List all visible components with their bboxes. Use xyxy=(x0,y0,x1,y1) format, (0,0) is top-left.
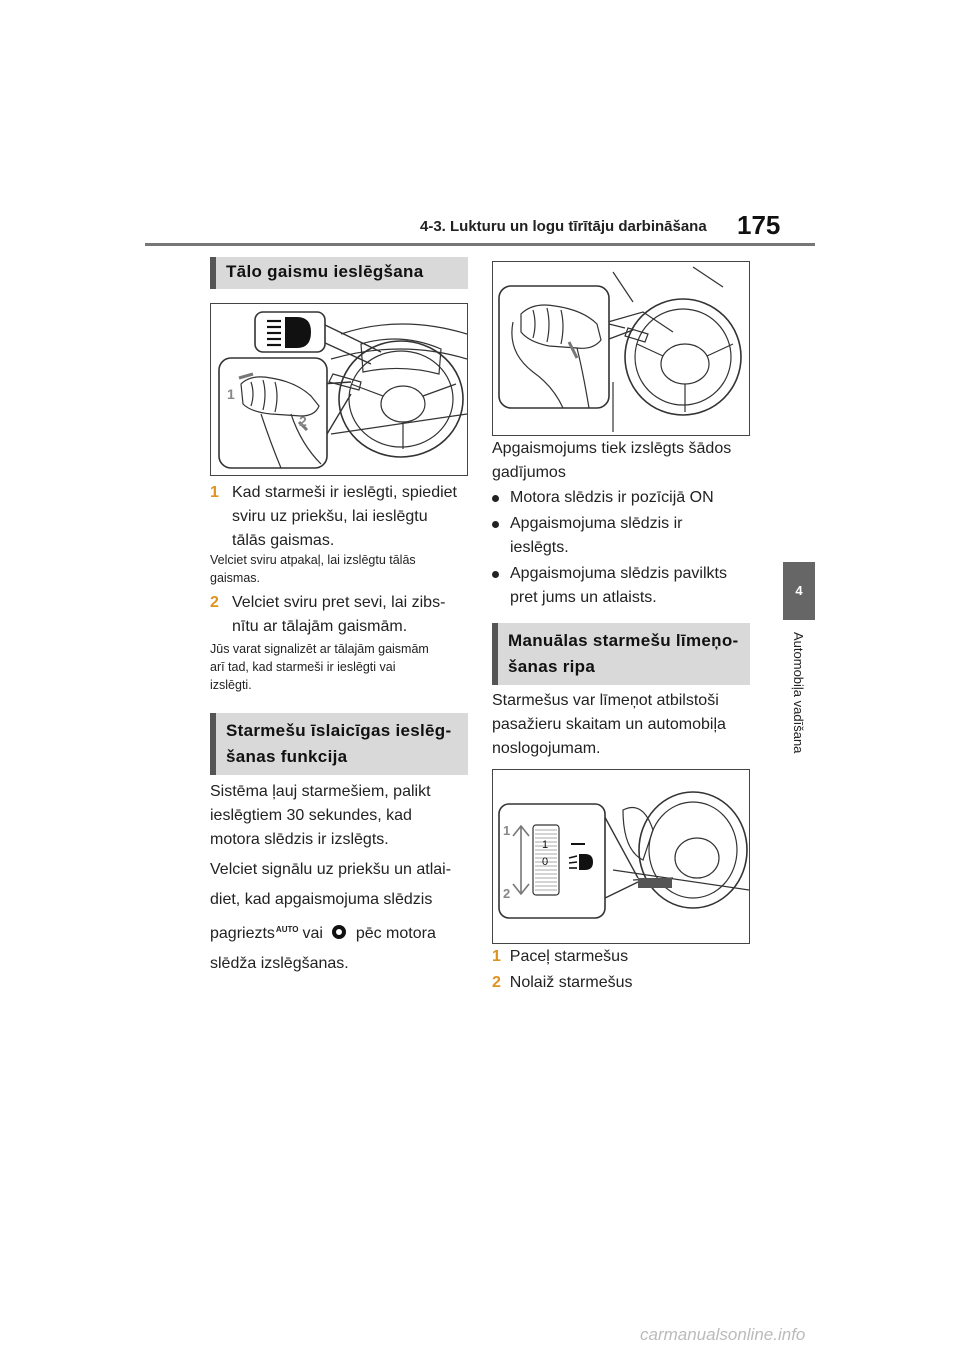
bullet-list xyxy=(492,486,754,612)
step-2-text xyxy=(232,591,472,639)
list-item xyxy=(492,512,754,562)
list-item xyxy=(492,945,754,969)
section-heading-high-beam xyxy=(210,257,468,289)
list-item xyxy=(492,562,754,612)
text-line: motora slēdzis ir izslēgts. xyxy=(210,831,389,848)
text-line: Velciet sviru pret sevi, lai zibs- xyxy=(232,594,446,611)
flash-lever-illustration xyxy=(493,262,749,435)
text-line: tālās gaismas. xyxy=(232,532,335,549)
text-line: Motora slēdzis ir pozīcijā ON xyxy=(510,489,714,506)
headlight-off-symbol-icon xyxy=(331,921,347,937)
section-heading-text: šanas ripa xyxy=(508,657,596,676)
step-number xyxy=(210,481,230,505)
text-line: gaismas. xyxy=(210,571,261,585)
text-line: Starmešus var līmeņot atbilstoši xyxy=(492,692,719,709)
leveling-steps xyxy=(492,945,754,995)
text-line: Kad starmeši ir ieslēgti, spiediet xyxy=(232,484,457,501)
text-line: pasažieru skaitam un automobiļa xyxy=(492,716,726,733)
step-text: Paceļ starmešus xyxy=(509,948,629,965)
text-line: Jūs varat signalizēt ar tālajām gaismām xyxy=(210,642,429,656)
text-line: Velciet sviru atpakaļ, lai izslēgtu tālās xyxy=(210,553,416,567)
high-beam-illustration xyxy=(211,304,467,475)
section-heading-text: šanas funkcija xyxy=(226,747,348,766)
step-number xyxy=(210,591,230,615)
step-1-text xyxy=(232,481,472,553)
text-line: arī tad, kad starmeši ir ieslēgti vai xyxy=(210,660,396,674)
text-line: Apgaismojuma slēdzis ir xyxy=(510,515,683,532)
text-line: izslēgti. xyxy=(210,678,252,692)
text-line: nītu ar tālajām gaismām. xyxy=(232,618,408,635)
figure-flash-lever xyxy=(492,261,750,436)
note-2 xyxy=(210,640,470,694)
chapter-side-label-text: Automobiļa vadīšana xyxy=(791,632,806,754)
leveling-dial-illustration xyxy=(493,770,749,943)
figure-label-1: 1 xyxy=(227,386,235,402)
text-line: gadījumos xyxy=(492,464,566,481)
section-heading-text: Tālo gaismu ieslēgšana xyxy=(226,262,424,281)
text-line: Apgaismojuma slēdzis pavilkts xyxy=(510,565,727,582)
footer-watermark: carmanualsonline.info xyxy=(640,1325,806,1344)
paragraph-1 xyxy=(210,780,472,852)
text-line: sviru uz priekšu, lai ieslēgtu xyxy=(232,508,428,525)
page-number: 175 xyxy=(737,210,781,240)
figure-leveling-dial xyxy=(492,769,750,944)
section-heading-text: Manuālas starmešu līmeņo- xyxy=(508,631,739,650)
section-heading-headlight-leveling xyxy=(492,623,750,685)
text-line-with-symbols xyxy=(210,915,472,949)
paragraph-2 xyxy=(210,855,472,979)
text-line: diet, kad apgaismojuma slēdzis xyxy=(210,891,433,908)
text-line: ieslēgts. xyxy=(510,539,569,556)
off-conditions-intro xyxy=(492,437,754,485)
text-fragment: pagriezts xyxy=(210,925,275,942)
bullet-icon xyxy=(492,571,499,578)
leveling-paragraph xyxy=(492,689,754,761)
header-rule xyxy=(145,243,815,246)
step-text: Nolaiž starmešus xyxy=(509,974,633,991)
step-number-1: 1 xyxy=(210,484,219,501)
dial-mark-1: 1 xyxy=(542,839,549,851)
figure-label-2: 2 xyxy=(299,413,307,429)
figure-label-2: 2 xyxy=(503,886,511,901)
text-line: Sistēma ļauj starmešiem, palikt xyxy=(210,783,431,800)
step-number-2: 2 xyxy=(210,594,219,611)
figure-high-beam-lever xyxy=(210,303,468,476)
list-item xyxy=(492,971,754,995)
note-1 xyxy=(210,551,470,587)
section-heading-follow-me-home xyxy=(210,713,468,775)
text-line: ieslēgtiem 30 sekundes, kad xyxy=(210,807,412,824)
section-heading-text: Starmešu īslaicīgas ieslēg- xyxy=(226,721,452,740)
step-number-1: 1 xyxy=(492,948,501,965)
bullet-icon xyxy=(492,521,499,528)
chapter-tab: 4 xyxy=(783,562,815,620)
dial-mark-0: 0 xyxy=(542,856,549,868)
text-line: noslogojumam. xyxy=(492,740,601,757)
text-line: slēdža izslēgšanas. xyxy=(210,955,349,972)
running-header-title: 4-3. Lukturu un logu tīrītāju darbināšana xyxy=(420,218,707,235)
text-fragment: pēc motora xyxy=(355,925,436,942)
text-line: pret jums un atlaists. xyxy=(510,589,657,606)
text-line: Apgaismojums tiek izslēgts šādos xyxy=(492,440,732,457)
bullet-icon xyxy=(492,495,499,502)
chapter-side-label xyxy=(768,632,828,782)
figure-label-1: 1 xyxy=(503,823,511,838)
text-line: Velciet signālu uz priekšu un atlai- xyxy=(210,861,452,878)
list-item xyxy=(492,486,754,512)
text-fragment: vai xyxy=(302,925,323,942)
step-number-2: 2 xyxy=(492,974,501,991)
auto-switch-symbol: AUTO xyxy=(275,925,299,934)
